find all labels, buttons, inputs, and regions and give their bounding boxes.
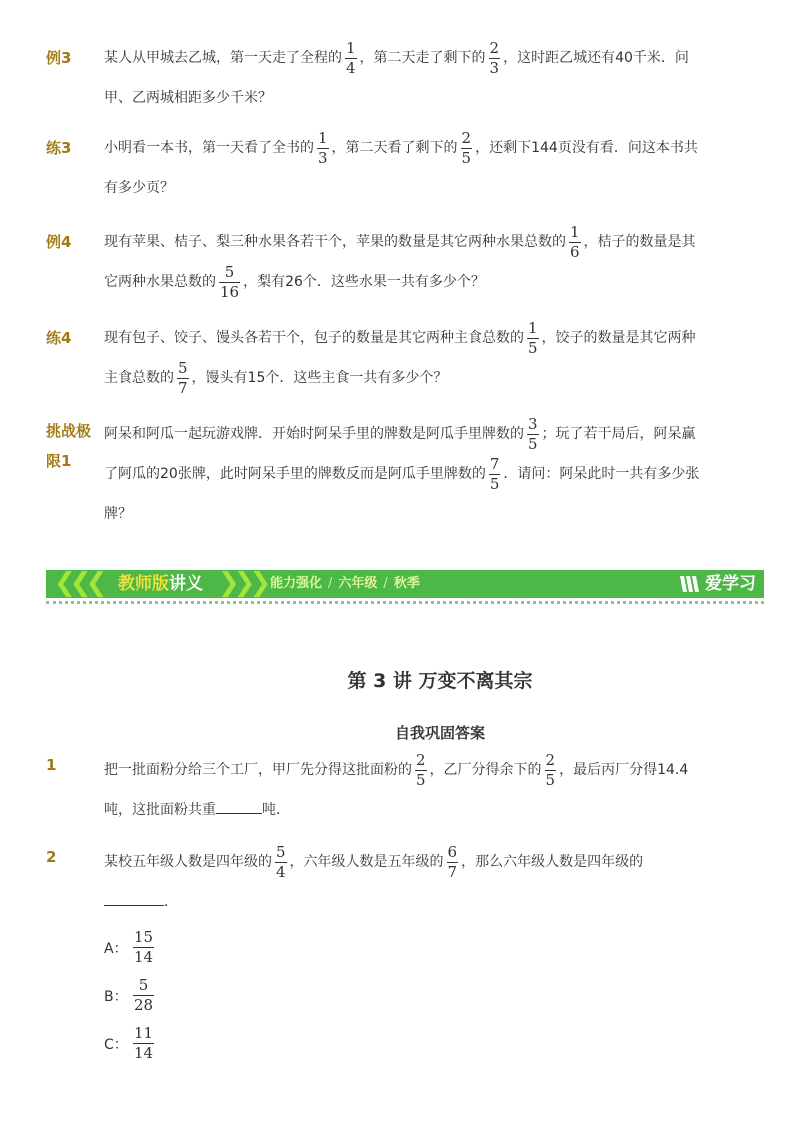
text-segment: ，桔子的数量是其 xyxy=(583,234,696,250)
fraction xyxy=(415,750,427,789)
divider xyxy=(46,601,764,604)
denominator: 14 xyxy=(134,948,154,966)
text-segment: ． xyxy=(164,894,178,910)
breadcrumb-item: 秋季 xyxy=(393,576,420,591)
numerator: 15 xyxy=(134,928,154,946)
choice-option-b xyxy=(104,978,157,1013)
edition-title-part: 讲义 xyxy=(169,574,203,594)
problem-text xyxy=(104,414,724,534)
denominator: 5 xyxy=(416,770,426,789)
text-segment: ，这时距乙城还有40千米．问 xyxy=(503,50,689,66)
fraction xyxy=(275,842,287,881)
label-line: 挑战极 xyxy=(46,422,92,440)
fraction xyxy=(177,358,189,397)
brand-name: 爱学习 xyxy=(705,574,756,594)
text-segment: 现有苹果、桔子、梨三种水果各若干个，苹果的数量是其它两种水果总数的 xyxy=(104,234,566,250)
text-segment: 吨． xyxy=(262,802,290,818)
text-segment: ，乙厂分得余下的 xyxy=(429,762,542,778)
numerator: 11 xyxy=(134,1024,154,1042)
option-label: C： xyxy=(104,1036,128,1053)
denominator: 4 xyxy=(276,862,286,881)
problem-label: 练3 xyxy=(46,139,72,157)
fraction xyxy=(219,262,240,301)
numerator: 5 xyxy=(276,842,286,861)
numerator: 1 xyxy=(528,318,538,337)
text-segment: 某人从甲城去乙城，第一天走了全程的 xyxy=(104,50,342,66)
problem-label: 练4 xyxy=(46,329,72,347)
option-label: A： xyxy=(104,940,128,957)
option-label: B： xyxy=(104,988,128,1005)
text-segment: 牌？ xyxy=(104,506,132,522)
choice-option-a xyxy=(104,930,157,965)
text-segment: 甲、乙两城相距多少千米？ xyxy=(104,90,272,106)
denominator: 5 xyxy=(489,474,500,493)
answer-blank xyxy=(104,891,164,906)
denominator: 3 xyxy=(318,148,328,167)
denominator: 14 xyxy=(134,1044,154,1062)
numerator: 3 xyxy=(528,414,538,433)
fraction xyxy=(489,454,501,493)
text-segment: ；玩了若干局后，阿呆赢 xyxy=(541,426,696,442)
text-segment: 了阿瓜的20张牌，此时阿呆手里的牌数反而是阿瓜手里牌数的 xyxy=(104,466,486,482)
denominator: 5 xyxy=(528,434,538,453)
label-line: 限1 xyxy=(46,452,72,470)
text-segment: ，馒头有15个．这些主食一共有多少个？ xyxy=(191,370,448,386)
fraction xyxy=(489,38,501,77)
problem-text xyxy=(104,318,724,398)
fraction xyxy=(447,842,459,881)
denominator: 7 xyxy=(178,378,188,397)
problem-label: 例4 xyxy=(46,233,72,251)
text-segment: 它两种水果总数的 xyxy=(104,274,216,290)
text-segment: ，梨有26个．这些水果一共有多少个？ xyxy=(243,274,485,290)
numerator: 2 xyxy=(416,750,426,769)
breadcrumb-item: 能力强化 xyxy=(270,576,323,591)
text-segment: ．请问：阿呆此时一共有多少张 xyxy=(503,466,700,482)
denominator: 5 xyxy=(528,338,538,357)
item-text xyxy=(104,750,724,830)
numerator: 5 xyxy=(224,262,235,281)
fraction xyxy=(317,128,329,167)
fraction xyxy=(527,414,539,453)
problem-text xyxy=(104,128,724,208)
item-number: 1 xyxy=(46,756,57,774)
breadcrumb-separator: / xyxy=(383,576,388,591)
denominator: 5 xyxy=(545,770,556,789)
text-segment: 主食总数的 xyxy=(104,370,174,386)
denominator: 16 xyxy=(220,282,240,301)
fraction xyxy=(133,930,154,965)
text-segment: ，那么六年级人数是四年级的 xyxy=(461,854,644,870)
fraction xyxy=(133,1026,154,1061)
numerator: 5 xyxy=(178,358,188,377)
lecture-title: 第 3 讲 万变不离其宗 xyxy=(347,670,533,692)
section-banner xyxy=(46,570,764,598)
fraction xyxy=(461,128,473,167)
answer-blank xyxy=(216,799,262,814)
fraction xyxy=(133,978,154,1013)
numerator: 5 xyxy=(138,976,149,994)
chevron-right-icon: ❯❯❯ xyxy=(218,568,266,598)
text-segment: ，六年级人数是五年级的 xyxy=(289,854,444,870)
section-title: 自我巩固答案 xyxy=(394,724,485,742)
numerator: 2 xyxy=(545,750,556,769)
fraction xyxy=(569,222,581,261)
problem-text xyxy=(104,38,724,118)
denominator: 4 xyxy=(346,58,356,77)
denominator: 6 xyxy=(570,242,580,261)
denominator: 3 xyxy=(489,58,500,77)
text-segment: ，还剩下144页没有看．问这本书共 xyxy=(475,140,698,156)
fraction xyxy=(527,318,539,357)
breadcrumb xyxy=(270,570,420,598)
problem-label: 例3 xyxy=(46,49,72,67)
item-text xyxy=(104,842,724,922)
breadcrumb-separator: / xyxy=(328,576,333,591)
text-segment: 某校五年级人数是四年级的 xyxy=(104,854,272,870)
chevron-left-icon: ❮❮❮ xyxy=(54,568,102,598)
numerator: 6 xyxy=(447,842,458,861)
numerator: 1 xyxy=(318,128,328,147)
edition-title-part: 教师版 xyxy=(118,574,169,594)
numerator: 2 xyxy=(489,38,500,57)
numerator: 7 xyxy=(489,454,500,473)
denominator: 28 xyxy=(134,996,154,1014)
item-number: 2 xyxy=(46,848,57,866)
text-segment: 吨，这批面粉共重 xyxy=(104,802,216,818)
logo-icon xyxy=(679,574,701,594)
choice-option-c xyxy=(104,1026,157,1061)
problem-text xyxy=(104,222,724,302)
text-segment: ，第二天走了剩下的 xyxy=(359,50,486,66)
text-segment: 现有包子、饺子、馒头各若干个，包子的数量是其它两种主食总数的 xyxy=(104,330,524,346)
fraction xyxy=(545,750,557,789)
edition-title xyxy=(118,570,203,598)
text-segment: ，最后丙厂分得14.4 xyxy=(559,762,689,778)
fraction xyxy=(345,38,357,77)
denominator: 5 xyxy=(461,148,472,167)
problem-label xyxy=(46,416,98,476)
text-segment: 有多少页？ xyxy=(104,180,174,196)
numerator: 2 xyxy=(461,128,472,147)
denominator: 7 xyxy=(447,862,458,881)
numerator: 1 xyxy=(570,222,580,241)
text-segment: 把一批面粉分给三个工厂，甲厂先分得这批面粉的 xyxy=(104,762,412,778)
breadcrumb-item: 六年级 xyxy=(338,576,378,591)
numerator: 1 xyxy=(346,38,356,57)
text-segment: ，饺子的数量是其它两种 xyxy=(541,330,696,346)
text-segment: 小明看一本书，第一天看了全书的 xyxy=(104,140,314,156)
text-segment: 阿呆和阿瓜一起玩游戏牌．开始时阿呆手里的牌数是阿瓜手里牌数的 xyxy=(104,426,524,442)
text-segment: ，第二天看了剩下的 xyxy=(331,140,458,156)
brand-logo xyxy=(679,570,756,598)
